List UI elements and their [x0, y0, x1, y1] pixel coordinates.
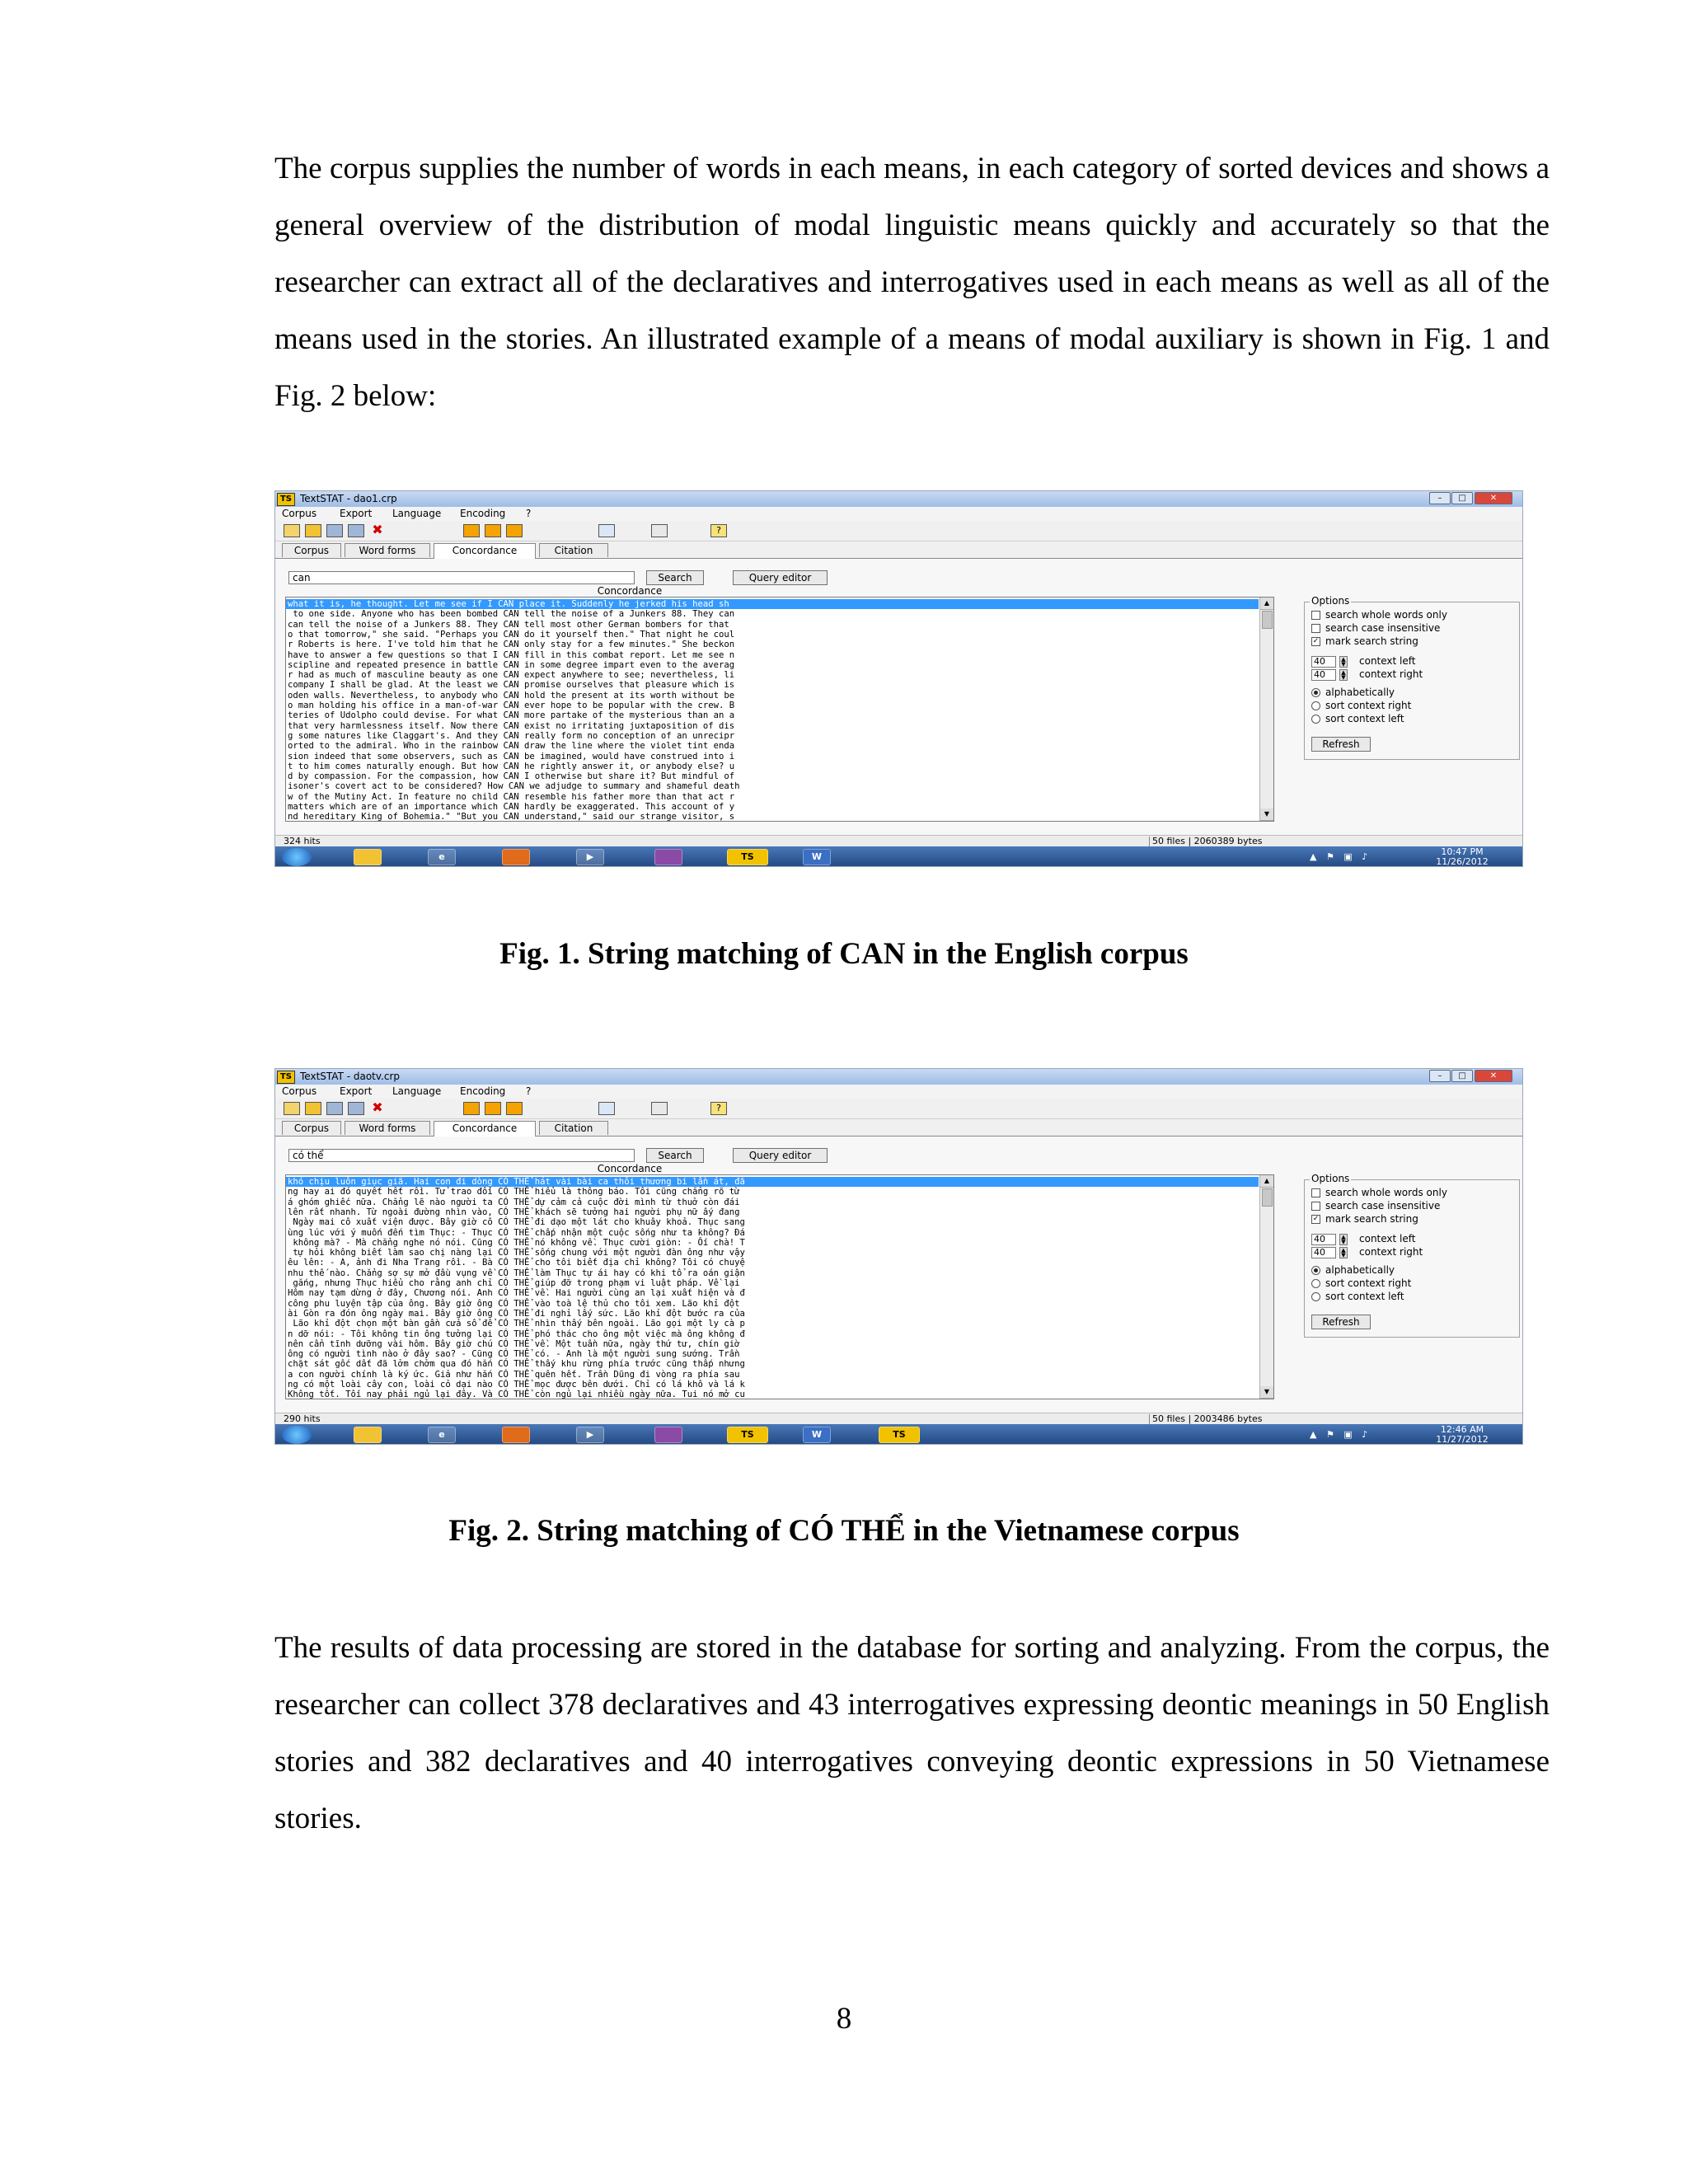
concordance-line[interactable]: t to him comes naturally enough. But how CAN he rightly answer it, or anybody else? u	[288, 761, 735, 771]
option-label: search whole words only	[1325, 609, 1447, 621]
intro-paragraph: The corpus supplies the number of words in each means, in each category of sorted devices and shows a general overview of the distribution of modal linguistic means quickly and accurately so that the researcher can extract all of the declaratives and interrogatives used in each means as well as all of the means used in the stories. An illustrated example of a means of modal auxiliary is shown in Fig. 1 and Fig. 2 below:	[274, 152, 1550, 413]
scroll-down-icon[interactable]: ▼	[1260, 808, 1273, 821]
scroll-thumb[interactable]	[1262, 611, 1273, 629]
concordance-line[interactable]: ng hay ai đó quyết hết rồi. Tử trao đổi CÓ THỂ hiểu là thông báo. Tôi cũng chẳng rõ từ	[288, 1187, 740, 1197]
taskbar-clock[interactable]	[1421, 847, 1503, 867]
option-label: alphabetically	[1325, 1264, 1395, 1276]
scroll-up-icon[interactable]: ▲	[1260, 598, 1273, 610]
concordance-label: Concordance	[597, 1163, 663, 1174]
concordance-line[interactable]: á ghóm ghiếc nữa. Chẳng lẽ nào người ta CÓ THỂ dự cảm cả cuộc đời mình từ thuở còn đái	[288, 1197, 740, 1207]
menu-encoding[interactable]: Encoding	[460, 1085, 506, 1097]
new-corpus-icon[interactable]	[284, 1102, 300, 1115]
menu-export[interactable]: Export	[340, 508, 373, 519]
option-case-insensitive[interactable]	[1311, 622, 1440, 634]
textstat-taskbar-icon[interactable]: TS	[727, 1427, 768, 1443]
tab-corpus[interactable]: Corpus	[282, 1121, 341, 1135]
menu-help[interactable]: ?	[526, 1085, 532, 1097]
new-corpus-icon[interactable]	[284, 524, 300, 537]
option-sort-right[interactable]	[1311, 1277, 1411, 1289]
concordance-line[interactable]: nd hereditary King of Bohemia." "But you CAN understand," said our strange visitor, s	[288, 812, 735, 822]
columns-icon[interactable]	[598, 1102, 615, 1115]
word-icon[interactable]: W	[803, 849, 831, 865]
help-icon[interactable]: ?	[710, 1102, 727, 1115]
concordance-line[interactable]: o man holding his office in a man-of-war CAN ever hope to be popular with the crew. B	[288, 701, 735, 710]
menu-bar	[275, 1085, 1522, 1099]
concordance-line[interactable]: nên cẩn tĩnh dưỡng vài hôm. Bây giờ chú CÓ THỂ về. Một tuần nữa, ngày thứ tư, chín giờ	[288, 1338, 740, 1349]
options-group	[1304, 595, 1520, 760]
checkbox-icon[interactable]	[1311, 611, 1320, 620]
status-bar	[275, 835, 1522, 847]
spinner-icon[interactable]: ▲ ▼	[1339, 656, 1348, 668]
concordance-line[interactable]: r had as much of masculine beauty as one CAN expect anywhere to see; nevertheless, li	[288, 670, 735, 681]
concordance-line[interactable]: Hôm nay tạm dừng ở đây, Chương nói. Anh CÓ THỂ về. Hai người cùng an lại xuất hiện và đ	[288, 1288, 745, 1299]
concordance-line[interactable]: sion indeed that some observers, such as CAN be imagined, would have construed into i	[288, 751, 735, 762]
explorer-icon[interactable]	[354, 1427, 382, 1443]
tab-bar	[275, 541, 1522, 559]
concordance-line[interactable]: nhu thế nào. Chẳng sợ sự mở đầu vụng về CÓ THỂ làm Thục tự ái hay có khi tổ ra oán giận	[288, 1268, 745, 1278]
context-right-input[interactable]: 40	[1311, 1247, 1336, 1258]
firefox-icon[interactable]	[502, 849, 530, 865]
windows-start-icon[interactable]	[282, 848, 312, 866]
status-divider	[1149, 837, 1150, 846]
firefox-icon[interactable]	[502, 1427, 530, 1443]
minimize-button[interactable]: –	[1429, 492, 1451, 504]
option-sort-right[interactable]	[1311, 700, 1411, 711]
system-tray-icons[interactable]: ▲ ⚑ ▣ ♪	[1310, 851, 1372, 862]
columns-icon[interactable]	[598, 524, 615, 537]
option-label: context left	[1359, 655, 1416, 667]
tab-citation[interactable]: Citation	[539, 543, 608, 557]
refresh-button[interactable]: Refresh	[1311, 1315, 1371, 1329]
refresh-button[interactable]: Refresh	[1311, 737, 1371, 752]
context-left-row	[1311, 1233, 1415, 1245]
search-button[interactable]: Search	[646, 570, 704, 585]
title-bar	[275, 491, 1522, 508]
title-bar	[275, 1069, 1522, 1085]
query-editor-button[interactable]: Query editor	[733, 1148, 828, 1163]
concordance-line[interactable]: tự hỏi không biết làm sao chị nàng lại CÓ THỂ sống chung với một người đàn ông như vậy	[288, 1248, 745, 1258]
window-title: TextSTAT - daotv.crp	[300, 1071, 401, 1082]
concordance-line[interactable]: lên rất nhanh. Từ ngoài đường nhìn vào, CÓ THỂ khách sẽ tưởng hai người phụ nữ ấy đang	[288, 1207, 740, 1217]
files-info: 50 files | 2003486 bytes	[1152, 1413, 1263, 1424]
checkbox-icon[interactable]	[1311, 1202, 1320, 1211]
add-folder-icon[interactable]	[485, 524, 501, 537]
open-corpus-icon[interactable]	[305, 524, 321, 537]
winrar-icon[interactable]	[654, 849, 682, 865]
vertical-scrollbar[interactable]	[1259, 1175, 1273, 1399]
option-label: search whole words only	[1325, 1187, 1447, 1198]
vertical-scrollbar[interactable]	[1259, 598, 1273, 821]
system-tray-icons[interactable]: ▲ ⚑ ▣ ♪	[1310, 1429, 1372, 1440]
option-alphabetically[interactable]	[1311, 687, 1395, 698]
textstat-logo-icon: TS	[277, 1071, 295, 1084]
concordance-line[interactable]: can tell the noise of a Junkers 88. They CAN tell most other German bombers for that	[288, 619, 729, 630]
radio-icon[interactable]	[1311, 1279, 1320, 1288]
options-group	[1304, 1173, 1520, 1338]
concordance-line[interactable]: g some natures like Claggart's. And they CAN really form no conception of an unrecipr	[288, 730, 735, 741]
clock-time: 12:46 AM	[1440, 1424, 1484, 1435]
add-web-icon[interactable]	[506, 1102, 523, 1115]
clock-time: 10:47 PM	[1441, 846, 1484, 857]
concordance-line[interactable]: không mà? - Mà chẳng nghe nó nói. Cũng CÓ THỂ nó không về. Thục cười giòn: - Ối chà! T	[288, 1237, 745, 1248]
concordance-line[interactable]: ài Gòn ra đón ông ngày mai. Bây giờ ông CÓ THỂ đi nghỉ lấy sức. Lão khỉ đột bước ra của	[288, 1308, 745, 1319]
concordance-line[interactable]: oden walls. Nevertheless, to anybody who CAN hold the present at its worth without be	[288, 690, 735, 701]
figure1-caption: Fig. 1. String matching of CAN in the English corpus	[499, 937, 1189, 971]
concordance-line[interactable]: êu lên: - A, ảnh đi Nha Trang rồi. - Bà CÓ THỂ cho tôi biết địa chỉ không? Tôi có chuyệ	[288, 1258, 745, 1268]
figure2-screenshot	[274, 1068, 1523, 1445]
concordance-line[interactable]: matters which are of an importance which CAN hardly be exaggerated. This account of y	[288, 802, 735, 812]
hits-count: 290 hits	[284, 1413, 321, 1424]
delete-icon[interactable]: ✖	[372, 522, 383, 537]
menu-bar	[275, 507, 1522, 521]
media-player-icon[interactable]: ▶	[576, 849, 604, 865]
concordance-line[interactable]: orted to the admiral. Who in the rainbow CAN draw the line where the violet tint enda	[288, 741, 735, 752]
concordance-line[interactable]: gắng, nhưng Thục hiểu cho rằng anh chỉ CÓ THỂ giúp đỡ trong phạm vi luật pháp. Về lại	[288, 1278, 740, 1288]
add-folder-icon[interactable]	[485, 1102, 501, 1115]
option-label: context left	[1359, 1233, 1416, 1244]
tab-citation[interactable]: Citation	[539, 1121, 608, 1135]
save-as-icon[interactable]	[348, 524, 364, 537]
results-paragraph: The results of data processing are stored in the database for sorting and analyzing. From the corpus, the researcher can collect 378 declaratives and 43 interrogatives expressing deontic meanings in 50 English stories and 382 declaratives and 40 interrogatives conveying deontic expressions in 50 Vietnamese stories.	[274, 1631, 1550, 1835]
concordance-line[interactable]: company I shall be glad. At the least we CAN promise ourselves that pleasure which is	[288, 680, 735, 691]
status-divider	[1149, 1414, 1150, 1424]
concordance-line[interactable]: a con người chính là ký ức. Giả như hắn CÓ THỂ quên hết. Trần Dũng đi vòng ra phía sau	[288, 1369, 740, 1380]
concordance-line[interactable]: công phu luyện tập của ông. Bây giờ ông CÓ THỂ vào toà lệ thủ cho tôi xem. Lão khỉ đột	[288, 1298, 740, 1309]
save-as-icon[interactable]	[348, 1102, 364, 1115]
checkmark-icon[interactable]: ✓	[1312, 1215, 1320, 1223]
concordance-line[interactable]: have to answer a few questions so that I CAN fill in this combat report. Let me see n	[288, 649, 735, 660]
concordance-label: Concordance	[597, 585, 663, 597]
options-title: Options	[1311, 595, 1350, 607]
textstat-logo-icon: TS	[277, 493, 295, 506]
option-label: sort context left	[1325, 1291, 1404, 1302]
option-case-insensitive[interactable]	[1311, 1200, 1440, 1212]
help-icon[interactable]: ?	[710, 524, 727, 537]
figure2-caption: Fig. 2. String matching of CÓ THỂ in the Vietnamese corpus	[448, 1514, 1240, 1548]
minimize-button[interactable]: –	[1429, 1070, 1451, 1082]
context-left-input[interactable]: 40	[1311, 1234, 1336, 1245]
internet-explorer-icon[interactable]: e	[428, 849, 456, 865]
menu-help[interactable]: ?	[526, 508, 532, 519]
media-player-icon[interactable]: ▶	[576, 1427, 604, 1443]
concordance-line[interactable]: w of the Mutiny Act. In feature no child CAN resemble his father more than that act r	[288, 791, 735, 802]
copy-icon[interactable]	[651, 1102, 668, 1115]
taskbar	[275, 1424, 1522, 1445]
options-title: Options	[1311, 1173, 1350, 1184]
winrar-icon[interactable]	[654, 1427, 682, 1443]
concordance-line[interactable]: chặt sát gốc dất đã lởm chởm qua đó hắn CÓ THỂ thấy khu rừng phía trước cũng thấp nhưng	[288, 1359, 745, 1370]
option-mark-search[interactable]	[1311, 1213, 1418, 1225]
concordance-line[interactable]: Không tốt. Tối nay phải ngủ lại đây. Và CÓ THỂ còn ngủ lại nhiều ngày nữa. Tui nó mở cu	[288, 1390, 745, 1399]
concordance-line[interactable]: khó chịu luôn giục giã. Hai con đi dòng CÓ THỂ hát vài bài ca thôi thương bi lần át, đã	[286, 1177, 1259, 1187]
concordance-panel	[275, 559, 1522, 835]
concordance-line[interactable]: what it is, he thought. Let me see if I CAN place it. Suddenly he jerked his head sh	[286, 599, 1259, 609]
tab-concordance[interactable]: Concordance	[434, 1121, 536, 1137]
concordance-line[interactable]: ùng lúc với ý muốn đến tìm Thục: - Thục CÓ THỂ chấp nhận một cuộc sống như ta không? Đá	[288, 1227, 745, 1238]
toolbar	[275, 1099, 1522, 1119]
option-label: mark search string	[1325, 635, 1418, 647]
tab-corpus[interactable]: Corpus	[282, 543, 341, 557]
search-input[interactable]: can	[288, 571, 635, 584]
option-label: sort context right	[1325, 1277, 1412, 1289]
option-label: mark search string	[1325, 1213, 1418, 1225]
save-icon[interactable]	[326, 524, 343, 537]
internet-explorer-icon[interactable]: e	[428, 1427, 456, 1443]
concordance-line[interactable]: Ngày mai cô xuất viện được. Bây giờ cô CÓ THỂ đi dạo một lát cho khuây khoả. Thục sang	[288, 1217, 745, 1228]
menu-corpus[interactable]: Corpus	[282, 508, 317, 519]
tab-word-forms[interactable]: Word forms	[345, 543, 430, 557]
spinner-icon[interactable]: ▲ ▼	[1339, 1234, 1348, 1245]
concordance-line[interactable]: d by compassion. For the compassion, how CAN I otherwise but share it? But mindful of	[288, 771, 735, 782]
checkbox-icon[interactable]	[1311, 624, 1320, 633]
windows-start-icon[interactable]	[282, 1426, 312, 1444]
option-sort-left[interactable]	[1311, 713, 1404, 724]
concordance-line[interactable]: Lão khỉ đột chọn một bàn gần cửa sổ để CÓ THỂ nhìn thấy bên ngoài. Lão gọi một ly cà p	[288, 1319, 745, 1329]
textstat-taskbar-icon-2[interactable]: TS	[879, 1427, 920, 1443]
toolbar	[275, 521, 1522, 541]
option-whole-words[interactable]	[1311, 609, 1447, 621]
add-web-icon[interactable]	[506, 524, 523, 537]
copy-icon[interactable]	[651, 524, 668, 537]
checkbox-icon[interactable]	[1311, 1188, 1320, 1197]
concordance-line[interactable]: ông có người tình nào ở đây sao? - Cũng CÓ THỂ có. - Anh là một người sung sướng. Trần	[288, 1349, 740, 1360]
concordance-list[interactable]	[285, 597, 1274, 822]
tab-concordance[interactable]: Concordance	[434, 543, 536, 559]
window-title: TextSTAT - dao1.crp	[300, 493, 397, 504]
option-label: alphabetically	[1325, 687, 1395, 698]
menu-encoding[interactable]: Encoding	[460, 508, 506, 519]
concordance-line[interactable]: o that tomorrow," she said. "Perhaps you CAN do it yourself then." That night he coul	[288, 629, 735, 640]
concordance-line[interactable]: ng có một loài cây con, loài cỏ dại nào CÓ THỂ mọc được bên dưới. Chỉ có lá khô và lá k	[288, 1380, 745, 1390]
concordance-line[interactable]: that very harmlessness itself. Now there CAN exist no irritating juxtaposition of dis	[288, 720, 735, 731]
concordance-line[interactable]: scipline and repeated presence in battle CAN in some degree impart even to the averag	[288, 659, 735, 670]
context-right-row	[1311, 1246, 1423, 1258]
option-label: search case insensitive	[1325, 1200, 1441, 1212]
add-file-icon[interactable]	[463, 524, 480, 537]
radio-icon[interactable]	[1311, 1292, 1320, 1301]
open-corpus-icon[interactable]	[305, 1102, 321, 1115]
concordance-line[interactable]: r Roberts is here. I've told him that he CAN only stay for a few minutes." She beckon	[288, 640, 735, 650]
taskbar	[275, 846, 1522, 867]
menu-language[interactable]: Language	[392, 1085, 442, 1097]
radio-icon[interactable]	[1311, 688, 1320, 697]
option-label: search case insensitive	[1325, 622, 1441, 634]
spinner-icon[interactable]: ▲ ▼	[1339, 669, 1348, 681]
menu-language[interactable]: Language	[392, 508, 442, 519]
query-editor-button[interactable]: Query editor	[733, 570, 828, 585]
scroll-thumb[interactable]	[1262, 1188, 1273, 1207]
page-number: 8	[836, 2002, 852, 2036]
close-button[interactable]: ✕	[1475, 492, 1512, 504]
option-label: context right	[1359, 1246, 1423, 1258]
option-mark-search[interactable]	[1311, 635, 1418, 647]
delete-icon[interactable]: ✖	[372, 1099, 383, 1115]
textstat-taskbar-icon[interactable]: TS	[727, 849, 768, 865]
option-alphabetically[interactable]	[1311, 1264, 1395, 1276]
context-left-row	[1311, 655, 1415, 668]
clock-date: 11/26/2012	[1436, 856, 1489, 867]
scroll-down-icon[interactable]: ▼	[1260, 1386, 1273, 1399]
word-icon[interactable]: W	[803, 1427, 831, 1443]
spinner-icon[interactable]: ▲ ▼	[1339, 1247, 1348, 1258]
checkmark-icon[interactable]: ✓	[1312, 637, 1320, 645]
clock-date: 11/27/2012	[1436, 1434, 1489, 1445]
option-label: sort context right	[1325, 700, 1412, 711]
radio-icon[interactable]	[1311, 1266, 1320, 1275]
maximize-button[interactable]: □	[1451, 492, 1473, 504]
concordance-panel	[275, 1137, 1522, 1413]
tab-bar	[275, 1119, 1522, 1137]
radio-icon[interactable]	[1311, 701, 1320, 710]
status-bar	[275, 1413, 1522, 1425]
context-left-input[interactable]: 40	[1311, 656, 1336, 668]
concordance-list[interactable]	[285, 1174, 1274, 1399]
hits-count: 324 hits	[284, 836, 321, 846]
taskbar-clock[interactable]	[1421, 1425, 1503, 1445]
search-button[interactable]: Search	[646, 1148, 704, 1163]
save-icon[interactable]	[326, 1102, 343, 1115]
concordance-line[interactable]: n dỡ nói: - Tôi không tin ông tưởng lại CÓ THỂ phó thác cho ông một việc mà ông không đ	[288, 1329, 745, 1339]
option-sort-left[interactable]	[1311, 1291, 1404, 1302]
context-right-row	[1311, 668, 1423, 681]
tab-word-forms[interactable]: Word forms	[345, 1121, 430, 1135]
add-file-icon[interactable]	[463, 1102, 480, 1115]
context-right-input[interactable]: 40	[1311, 669, 1336, 681]
concordance-line[interactable]: teries of Udolpho could devise. For what CAN more partake of the mysterious than an a	[288, 710, 735, 721]
close-button[interactable]: ✕	[1475, 1070, 1512, 1082]
figure1-screenshot	[274, 490, 1523, 867]
maximize-button[interactable]: □	[1451, 1070, 1473, 1082]
option-label: sort context left	[1325, 713, 1404, 724]
concordance-line[interactable]: to one side. Anyone who has been bombed CAN tell the noise of a Junkers 88. They can	[288, 609, 735, 620]
radio-icon[interactable]	[1311, 715, 1320, 724]
concordance-line[interactable]: isoner's covert act to be considered? How CAN we adjudge to summary and shameful death	[288, 781, 740, 792]
option-whole-words[interactable]	[1311, 1187, 1447, 1198]
option-label: context right	[1359, 668, 1423, 680]
explorer-icon[interactable]	[354, 849, 382, 865]
search-input[interactable]: có thể	[288, 1149, 635, 1162]
scroll-up-icon[interactable]: ▲	[1260, 1175, 1273, 1188]
menu-corpus[interactable]: Corpus	[282, 1085, 317, 1097]
files-info: 50 files | 2060389 bytes	[1152, 836, 1263, 846]
menu-export[interactable]: Export	[340, 1085, 373, 1097]
